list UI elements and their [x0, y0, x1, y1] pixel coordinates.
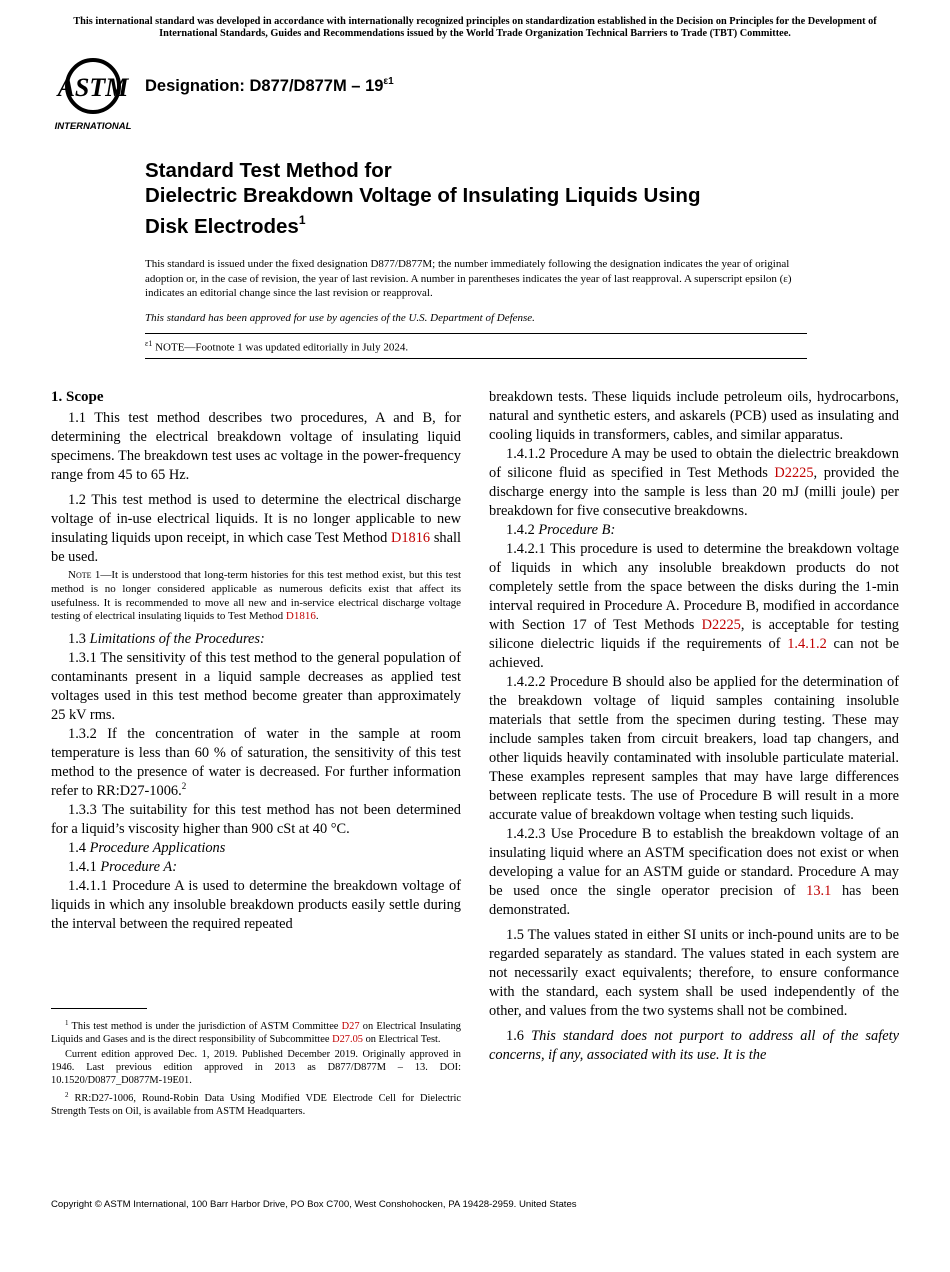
para-1-3: 1.3 Limitations of the Procedures:	[68, 631, 265, 648]
para-1-4-2-3: 1.4.2.3 Use Procedure B to establish the breakdown voltage of an insulating liquid where an ASTM specification does not exist or when developing a value for an ASTM guide or standard. Procedure A may be used once the single operator precision of 13.1 has been demonstrated.	[489, 826, 899, 918]
title-line-3: Disk Electrodes$^1$	[145, 213, 306, 238]
intro-block	[145, 257, 807, 325]
copyright-footer: Copyright © ASTM International, 100 Barr Harbor Drive, PO Box C700, West Conshohocken, PA 19428-2959. United States	[51, 1199, 577, 1210]
link-d27[interactable]: D27	[341, 1021, 360, 1032]
footnote-divider	[51, 1008, 147, 1009]
editorial-note: $^{\varepsilon 1}$ NOTE—Footnote 1 was updated editorially in July 2024.	[145, 333, 807, 359]
link-13-1[interactable]: 13.1	[806, 883, 832, 899]
para-1-2: 1.2 This test method is used to determine the electrical discharge voltage of in-use electrical liquids. It is no longer applicable to new insulating liquids upon receipt, in which case Test Method D1816 shall be used.	[51, 492, 461, 565]
standards-notice: This international standard was developed in accordance with internationally recognized principles on standardization established in the Decision on Principles for the Development of International Standards, Guides and Recommendations issued by the World Trade Organization Technical Barriers to Trade (TBT) Committee.	[73, 16, 877, 39]
link-d1816-note[interactable]: D1816	[285, 610, 316, 623]
link-d2225-b[interactable]: D2225	[701, 617, 741, 633]
note-1: Note 1—It is understood that long-term histories for this test method exist, but this test method is no longer considered applicable as numerous deficits exist that affect its usefulness. It is recommended to move all new and in-service electrical discharge voltage testing of electrical insulating liquids to Test Method D1816.	[51, 569, 461, 623]
footnote-2: $^2$ RR:D27-1006, Round-Robin Data Using Modified VDE Electrode Cell for Dielectric Strength Tests on Oil, is available from ASTM Headquarters.	[51, 1091, 461, 1117]
footnote-1-edition: Current edition approved Dec. 1, 2019. Published December 2019. Originally approved in 1946. Last previous edition approved in 2013 as D877/D877M – 13. DOI: 10.1520/D0877_D0877M-19E01.	[51, 1049, 461, 1086]
title-footnote-mark: 1	[298, 213, 306, 227]
logo-text: ASTM	[57, 73, 129, 102]
footnotes	[51, 1017, 461, 1120]
link-1-4-1-2[interactable]: 1.4.1.2	[787, 636, 827, 652]
para-1-3-3: 1.3.3 The suitability for this test method has not been determined for a liquid’s viscosity higher than 900 cSt at 40 °C.	[51, 802, 461, 838]
para-1-4-2-1: 1.4.2.1 This procedure is used to determine the breakdown voltage of liquids in which any insoluble breakdown products do not completely settle from the space between the disks during the 1-min interval required in Procedure A. Procedure B, modified in accordance with Section 17 of Test Methods D2225, is acceptable for testing silicone dielectric liquids if the requirements of 1.4.1.2 can not be achieved.	[489, 541, 899, 671]
issued-statement: This standard is issued under the fixed designation D877/D877M; the number immediately following the designation indicates the year of original adoption or, in the case of revision, the year of last revision. A number in parentheses indicates the year of last reapproval. A superscript epsilon (ε) indicates an editorial change since the last revision or reapproval.	[145, 258, 792, 299]
para-1-4: 1.4 Procedure Applications	[68, 840, 226, 857]
para-1-4-1-2: 1.4.1.2 Procedure A may be used to obtain the dielectric breakdown of silicone fluid as specified in Test Methods D2225, provided the discharge energy into the sample is less than 20 mJ (milli joule) per breakdown for five consecutive breakdowns.	[489, 446, 899, 519]
document-title	[145, 158, 845, 239]
para-1-4-2: 1.4.2 Procedure B:	[506, 522, 616, 538]
right-column	[489, 388, 899, 1065]
footnote-1: $^1$ This test method is under the jurisdiction of ASTM Committee D27 on Electrical Insulating Liquids and Gases and is the direct responsibility of Subcommittee D27.05 on Electrical Test.	[51, 1019, 462, 1045]
para-1-1: 1.1 This test method describes two procedures, A and B, for determining the electrical breakdown voltage of insulating liquid specimens. The breakdown test uses ac voltage in the power-frequency range from 45 to 65 Hz.	[51, 410, 461, 483]
left-column	[51, 388, 461, 934]
link-d2225[interactable]: D2225	[774, 465, 814, 481]
para-1-4-1-1: 1.4.1.1 Procedure A is used to determine the breakdown voltage of liquids in which any insoluble breakdown products easily settle during the interval between the required repeated	[51, 878, 461, 933]
para-1-3-1: 1.3.1 The sensitivity of this test method to the general population of contaminants present in a liquid sample decreases as applied test voltages used in this test method become greater than approximately 25 kV rms.	[51, 650, 461, 724]
astm-logo-icon	[52, 56, 134, 132]
para-1-3-2: 1.3.2 If the concentration of water in the sample at room temperature is less than 60 % of saturation, the sensitivity of this test method to the presence of water is decreased. For further information refer to RR:D27-1006.$^2$	[51, 726, 461, 800]
para-1-4-2-2: 1.4.2.2 Procedure B should also be applied for the determination of the breakdown voltage of liquid samples containing insoluble materials that settle from the specimen during testing. These may include samples taken from circuit breakers, load tap changers, and other liquids heavily contaminated with insoluble particulate material. These examples represent samples that may have large differences between replicate tests. The use of Procedure B will result in a more accurate value of breakdown voltage when testing such liquids.	[489, 674, 899, 823]
footnote-mark-2: 2	[181, 781, 187, 792]
link-d1816[interactable]: D1816	[390, 530, 431, 546]
link-d27-05[interactable]: D27.05	[332, 1034, 363, 1045]
dod-approval: This standard has been approved for use by agencies of the U.S. Department of Defense.	[145, 311, 535, 324]
logo-subtext: INTERNATIONAL	[54, 121, 132, 132]
designation: Designation: $D877/D877M - 19^{\varepsilon 1}$	[145, 76, 394, 95]
para-1-4-1: 1.4.1 Procedure A:	[68, 859, 177, 876]
title-line-2: Dielectric Breakdown Voltage of Insulating Liquids Using	[145, 184, 701, 207]
para-1-5: 1.5 The values stated in either SI units or inch-pound units are to be regarded separately as standard. The values stated in each system are not necessarily exact equivalents; therefore, to ensure conformance with the standard, each system shall be used independently of the other, and values from the two systems shall not be combined.	[489, 927, 899, 1019]
para-1-6: 1.6 This standard does not purport to address all of the safety concerns, if any, associated with its use. It is the	[489, 1028, 899, 1063]
section-scope-heading: 1. Scope	[51, 389, 104, 405]
para-1-4-1-1-cont: breakdown tests. These liquids include petroleum oils, hydrocarbons, natural and synthetic esters, and askarels (PCB) used as insulating and cooling liquids in transformers, cables, and similar apparatus.	[489, 389, 899, 443]
designation-epsilon: ε1	[383, 76, 394, 87]
title-line-1: Standard Test Method for	[145, 159, 392, 182]
